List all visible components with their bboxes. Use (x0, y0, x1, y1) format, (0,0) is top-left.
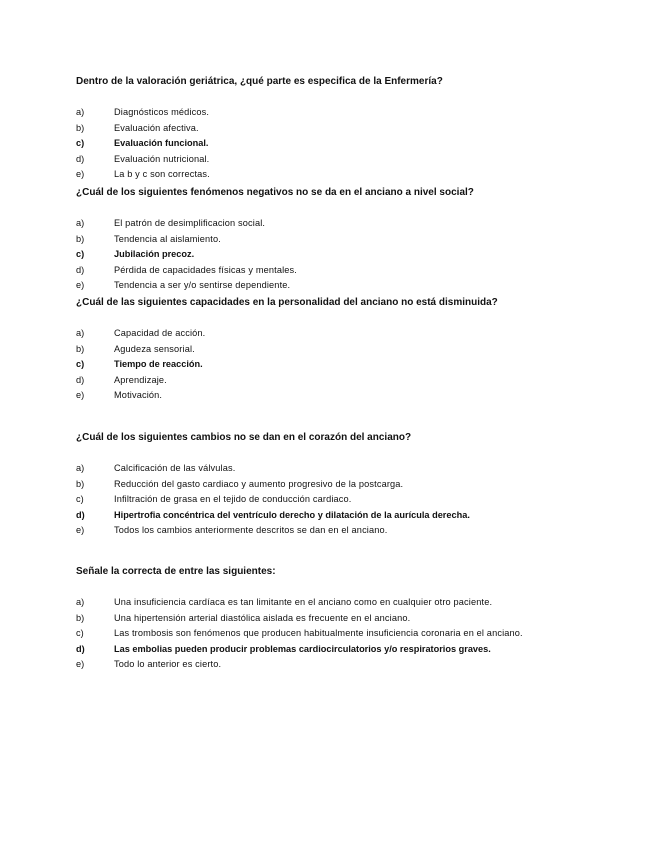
option-letter: e) (76, 390, 85, 400)
question-3-options (76, 326, 636, 404)
option-letter: a) (76, 328, 85, 338)
option-text: Evaluación nutricional. (114, 153, 210, 164)
option-text: Reducción del gasto cardiaco y aumento progresivo de la postcarga. (114, 478, 404, 489)
option-letter: c) (76, 138, 85, 148)
option-text: Evaluación funcional. (114, 138, 209, 148)
option-letter: a) (76, 218, 85, 228)
option-text: Tiempo de reacción. (114, 359, 203, 369)
option-text: Pérdida de capacidades físicas y mentales. (114, 264, 298, 275)
option-text: Las embolias pueden producir problemas cardiocirculatorios y/o respiratorios graves. (114, 643, 491, 654)
question-5-title: Señale la correcta de entre las siguientes: (76, 566, 276, 577)
option-text: Diagnósticos médicos. (114, 107, 210, 117)
option-2b (76, 232, 636, 248)
option-3b (76, 342, 636, 358)
option-text: Motivación. (114, 390, 163, 400)
question-4-options (76, 461, 636, 539)
option-letter: c) (76, 628, 84, 638)
option-4b (76, 477, 636, 493)
option-letter: a) (76, 107, 85, 117)
option-3e (76, 388, 636, 404)
option-1e (76, 167, 636, 183)
option-2c-correct (76, 247, 636, 263)
option-text: Una insuficiencia cardíaca es tan limitante en el anciano como en cualquier otro paciente. (114, 597, 493, 607)
option-5b (76, 611, 636, 627)
option-letter: c) (76, 249, 85, 259)
option-letter: d) (76, 374, 85, 385)
option-3a (76, 326, 636, 342)
question-5-options (76, 595, 636, 673)
option-letter: b) (76, 343, 85, 354)
option-text: Capacidad de acción. (114, 328, 206, 338)
option-letter: a) (76, 597, 85, 607)
question-5 (76, 565, 636, 673)
option-letter: e) (76, 169, 85, 179)
option-text: Todos los cambios anteriormente descritos se dan en el anciano. (114, 525, 388, 535)
question-1-options (76, 105, 636, 183)
option-3c-correct (76, 357, 636, 373)
option-letter: e) (76, 659, 85, 669)
option-1c-correct (76, 136, 636, 152)
option-5d-correct (76, 642, 636, 658)
option-letter: d) (76, 153, 85, 164)
option-letter: e) (76, 525, 85, 535)
option-letter: c) (76, 494, 84, 504)
option-letter: b) (76, 233, 85, 244)
option-1a (76, 105, 636, 121)
option-letter: a) (76, 463, 85, 473)
option-text: Tendencia al aislamiento. (114, 233, 221, 244)
option-1d (76, 152, 636, 168)
question-2-options (76, 216, 636, 294)
question-3-title: ¿Cuál de las siguientes capacidades en la personalidad del anciano no está disminuida? (76, 297, 498, 308)
option-text: El patrón de desimplificacion social. (114, 218, 266, 228)
option-letter: b) (76, 612, 85, 623)
option-text: Evaluación afectiva. (114, 122, 199, 133)
option-5e (76, 657, 636, 673)
option-letter: e) (76, 280, 85, 290)
option-text: Infiltración de grasa en el tejido de conducción cardiaco. (114, 494, 352, 504)
option-4d-correct (76, 508, 636, 524)
option-text: La b y c son correctas. (114, 169, 210, 179)
option-text: Agudeza sensorial. (114, 343, 195, 354)
option-text: Todo lo anterior es cierto. (114, 659, 222, 669)
option-text: Calcificación de las válvulas. (114, 463, 236, 473)
option-1b (76, 121, 636, 137)
option-4c (76, 492, 636, 508)
question-4 (76, 431, 636, 539)
option-letter: d) (76, 643, 85, 654)
question-2-title: ¿Cuál de los siguientes fenómenos negativos no se da en el anciano a nivel social? (76, 187, 474, 198)
option-4e (76, 523, 636, 539)
option-text: Las trombosis son fenómenos que producen habitualmente insuficiencia coronaria en el anciano. (114, 628, 523, 638)
question-4-title: ¿Cuál de los siguientes cambios no se dan en el corazón del anciano? (76, 432, 412, 443)
option-text: Aprendizaje. (114, 374, 167, 385)
question-1-title: Dentro de la valoración geriátrica, ¿qué parte es especifica de la Enfermería? (76, 76, 443, 87)
option-letter: c) (76, 359, 85, 369)
question-3 (76, 296, 636, 404)
option-text: Hipertrofia concéntrica del ventrículo derecho y dilatación de la aurícula derecha. (114, 509, 470, 520)
question-1 (76, 75, 636, 183)
option-text: Tendencia a ser y/o sentirse dependiente. (114, 280, 291, 290)
option-text: Una hipertensión arterial diastólica aislada es frecuente en el anciano. (114, 612, 411, 623)
option-2e (76, 278, 636, 294)
option-2a (76, 216, 636, 232)
option-4a (76, 461, 636, 477)
option-5a (76, 595, 636, 611)
option-letter: b) (76, 478, 85, 489)
option-5c (76, 626, 636, 642)
option-3d (76, 373, 636, 389)
option-letter: b) (76, 122, 85, 133)
question-2 (76, 186, 636, 294)
option-text: Jubilación precoz. (114, 249, 195, 259)
option-letter: d) (76, 264, 85, 275)
option-letter: d) (76, 509, 85, 520)
option-2d (76, 263, 636, 279)
